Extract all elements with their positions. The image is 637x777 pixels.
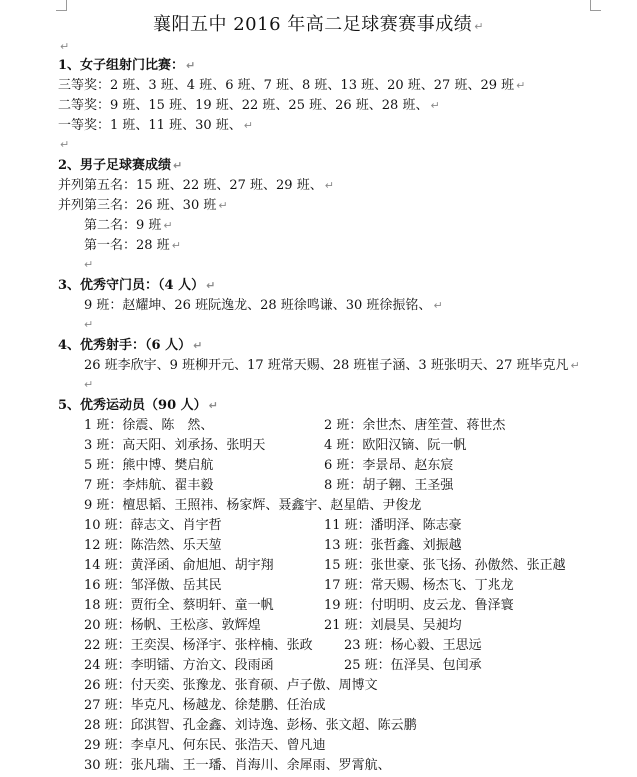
section-1-heading: 1、女子组射门比赛： ↵	[58, 58, 196, 73]
paragraph-mark: ↵	[60, 138, 70, 151]
athlete-row-right: 19 班：付明明、皮云龙、鲁泽寰	[324, 598, 514, 613]
paragraph-mark: ↵	[84, 258, 94, 271]
athlete-row-right: 25 班：伍泽昊、包闰承	[344, 658, 482, 673]
paragraph-mark: ↵	[84, 378, 94, 391]
athlete-row-left: 16 班：邹泽傲、岳其民	[84, 578, 222, 593]
section-4-heading: 4、优秀射手：（6 人） ↵	[58, 338, 203, 353]
athlete-row-right: 11 班：潘明泽、陈志豪	[324, 518, 462, 533]
athlete-row-right: 4 班：欧阳汉镝、阮一帆	[324, 438, 467, 453]
athlete-row-right: 2 班：余世杰、唐笙萱、蒋世杰	[324, 418, 506, 433]
athlete-row-left: 10 班：薛志文、肖宇哲	[84, 518, 222, 533]
athlete-row-left: 9 班：檀思韬、王照祎、杨家辉、聂鑫宇、赵星皓、尹俊龙	[84, 498, 422, 513]
section-5-heading: 5、优秀运动员（90 人） ↵	[58, 398, 218, 413]
award-second-line: 二等奖：9 班、15 班、19 班、22 班、25 班、26 班、28 班、 ↵	[58, 98, 440, 113]
athlete-row-right: 21 班：刘晨昊、吴昶均	[324, 618, 462, 633]
athlete-row-left: 20 班：杨帆、王松彦、敦辉煌	[84, 618, 261, 633]
document-title	[0, 10, 637, 36]
athlete-row-right: 13 班：张哲鑫、刘振越	[324, 538, 462, 553]
athlete-row-right: 8 班：胡子翱、王圣强	[324, 478, 454, 493]
athlete-row-right: 6 班：李景昂、赵东宸	[324, 458, 454, 473]
paragraph-mark: ↵	[60, 40, 70, 53]
athlete-row-left: 29 班：李卓凡、何东民、张浩天、曾凡迪	[84, 738, 326, 753]
shooter-line: 26 班李欣宇、9 班柳开元、17 班常天赐、28 班崔子涵、3 班张明天、27 班毕克凡 ↵	[84, 358, 580, 373]
athlete-row-left: 7 班：李炜航、翟丰毅	[84, 478, 214, 493]
athlete-row-left: 24 班：李明镭、方治文、段雨函	[84, 658, 274, 673]
athlete-row-left: 22 班：王奕淏、杨泽宇、张梓楠、张政	[84, 638, 313, 653]
athlete-row-left: 18 班：贾衎全、蔡明轩、童一帆	[84, 598, 274, 613]
goalkeeper-line: 9 班：赵耀坤、26 班阮逸龙、28 班徐鸣谦、30 班徐振铭、 ↵	[84, 298, 443, 313]
paragraph-mark: ↵	[84, 318, 94, 331]
section-2-heading: 2、男子足球赛成绩 ↵	[58, 158, 183, 173]
athlete-row-left: 27 班：毕克凡、杨越龙、徐楚鹏、任治成	[84, 698, 326, 713]
award-third-line: 三等奖：2 班、3 班、4 班、6 班、7 班、8 班、13 班、20 班、27 班、29 班 ↵	[58, 78, 526, 93]
paragraph-mark: ↵	[474, 20, 484, 33]
award-first-line: 一等奖：1 班、11 班、30 班、 ↵	[58, 118, 253, 133]
athlete-row-left: 30 班：张凡瑞、王一璠、肖海川、余犀雨、罗霄航、	[84, 758, 391, 773]
rank-fifth-line: 并列第五名：15 班、22 班、27 班、29 班、 ↵	[58, 178, 334, 193]
section-3-heading: 3、优秀守门员：（4 人） ↵	[58, 278, 216, 293]
athlete-row-left: 28 班：邱淇智、孔金鑫、刘诗逸、彭杨、张文超、陈云鹏	[84, 718, 417, 733]
athlete-row-left: 1 班：徐震、陈 然、	[84, 418, 214, 433]
athlete-row-left: 5 班：熊中博、樊启航	[84, 458, 214, 473]
athlete-row-left: 26 班：付天奕、张豫龙、张育硕、卢子傲、周博文	[84, 678, 378, 693]
athlete-row-right: 23 班：杨心毅、王思远	[344, 638, 482, 653]
athlete-row-left: 12 班：陈浩然、乐天堃	[84, 538, 222, 553]
title-text: 襄阳五中 2016 年高二足球赛赛事成绩	[153, 14, 473, 35]
rank-second-line: 第二名：9 班 ↵	[84, 218, 173, 233]
rank-first-line: 第一名：28 班 ↵	[84, 238, 181, 253]
athlete-row-left: 14 班：黄泽函、俞旭旭、胡宇翔	[84, 558, 274, 573]
athlete-row-right: 17 班：常天赐、杨杰飞、丁兆龙	[324, 578, 514, 593]
rank-third-line: 并列第三名：26 班、30 班 ↵	[58, 198, 228, 213]
athlete-row-left: 3 班：高天阳、刘承扬、张明天	[84, 438, 266, 453]
athlete-row-right: 15 班：张世豪、张飞扬、孙傲然、张正越	[324, 558, 566, 573]
